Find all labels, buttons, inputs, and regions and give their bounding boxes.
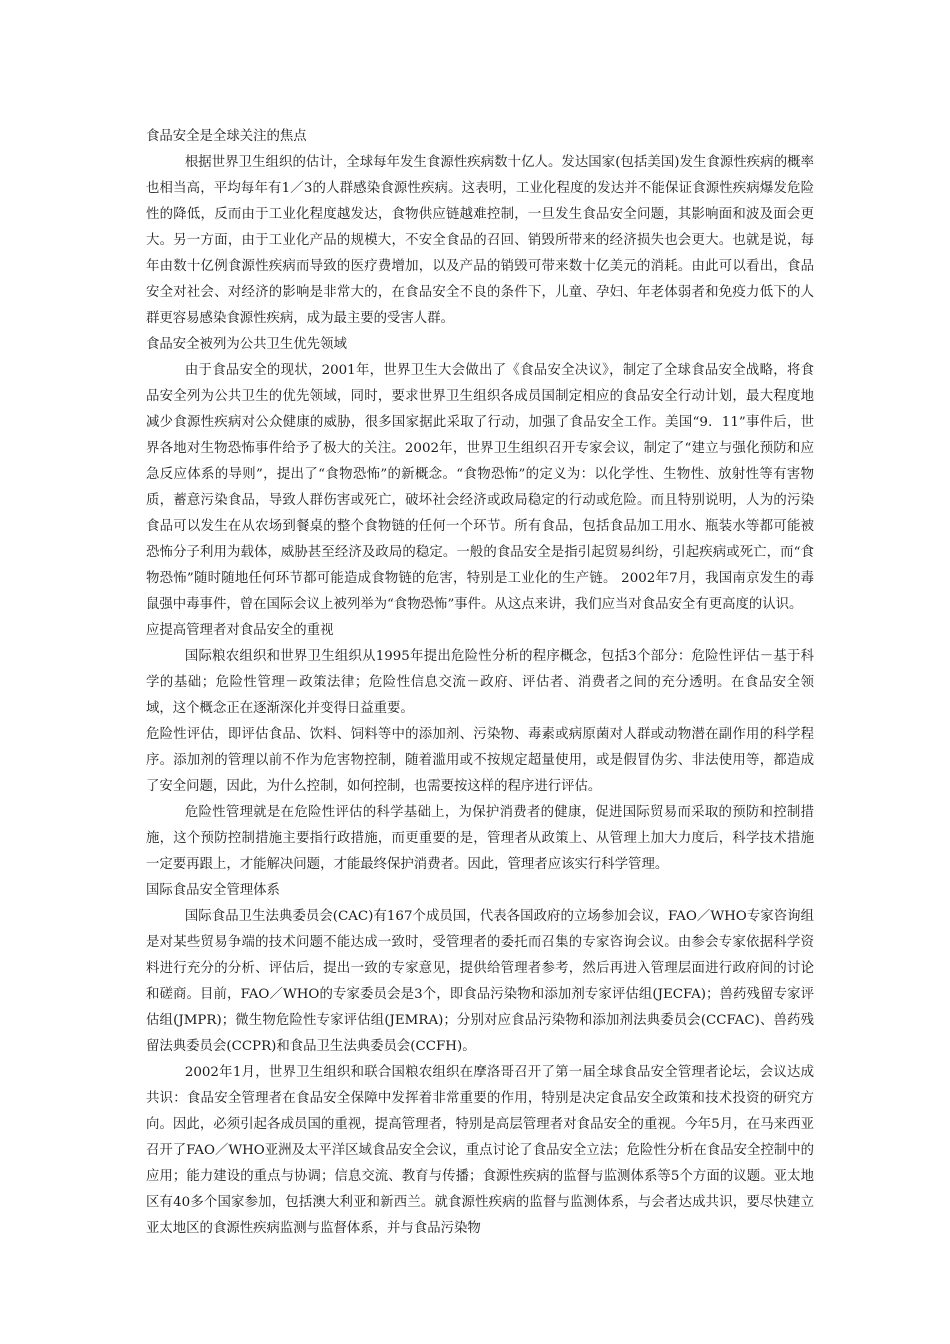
paragraph: 2002年1月，世界卫生组织和联合国粮农组织在摩洛哥召开了第一届全球食品安全管理者论坛，会议达成共识：食品安全管理者在食品安全保障中发挥着非常重要的作用，特别是决定食品安全政策和技术投资的研究方向。因此，必须引起各成员国的重视，提高管理者，特别是高层管理者对食品安全的重视。今年5月，在马来西亚召开了FAO／WHO亚洲及太平洋区域食品安全会议，重点讨论了食品安全立法；危险性分析在食品安全控制中的应用；能力建设的重点与协调；信息交流、教育与传播；食源性疾病的监督与监测体系等5个方面的议题。亚太地区有40多个国家参加，包括澳大利亚和新西兰。就食源性疾病的监督与监测体系，与会者达成共识，要尽快建立亚太地区的食源性疾病监测与监督体系，并与食品污染物 bbox=[146, 1065, 814, 1236]
document-body bbox=[146, 124, 814, 1242]
section-heading: 国际食品安全管理体系 bbox=[146, 883, 280, 898]
paragraph: 危险性管理就是在危险性评估的科学基础上，为保护消费者的健康，促进国际贸易而采取的预防和控制措施，这个预防控制措施主要指行政措施，而更重要的是，管理者从政策上、从管理上加大力度后，科学技术措施一定要再跟上，才能解决问题，才能最终保护消费者。因此，管理者应该实行科学管理。 bbox=[146, 805, 814, 872]
section-heading: 应提高管理者对食品安全的重视 bbox=[146, 623, 334, 638]
paragraph: 国际粮农组织和世界卫生组织从1995年提出危险性分析的程序概念，包括3个部分：危险性评估－基于科学的基础；危险性管理－政策法律；危险性信息交流－政府、评估者、消费者之间的充分透明。在食品安全领域，这个概念正在逐渐深化并变得日益重要。 bbox=[146, 649, 814, 716]
section-global-focus bbox=[146, 124, 814, 332]
section-heading: 食品安全被列为公共卫生优先领域 bbox=[146, 337, 347, 352]
section-heading: 食品安全是全球关注的焦点 bbox=[146, 129, 307, 144]
section-manager-attention bbox=[146, 618, 814, 878]
paragraph: 危险性评估，即评估食品、饮料、饲料等中的添加剂、污染物、毒素或病原菌对人群或动物潜在副作用的科学程序。添加剂的管理以前不作为危害物控制，随着滥用或不按规定超量使用，或是假冒伪劣、非法使用等，都造成了安全问题，因此，为什么控制，如何控制，也需要按这样的程序进行评估。 bbox=[146, 727, 814, 794]
paragraph: 由于食品安全的现状，2001年，世界卫生大会做出了《食品安全决议》，制定了全球食品安全战略，将食品安全列为公共卫生的优先领域，同时，要求世界卫生组织各成员国制定相应的食品安全行动计划，最大程度地减少食源性疾病对公众健康的威胁，很多国家据此采取了行动，加强了食品安全工作。美国“9．11”事件后，世界各地对生物恐怖事件给予了极大的关注。2002年，世界卫生组织召开专家会议，制定了“建立与强化预防和应急反应体系的导则”，提出了“食物恐怖”的新概念。“食物恐怖”的定义为：以化学性、生物性、放射性等有害物质，蓄意污染食品，导致人群伤害或死亡，破坏社会经济或政局稳定的行动或危险。而且特别说明，人为的污染食品可以发生在从农场到餐桌的整个食物链的任何一个环节。所有食品，包括食品加工用水、瓶装水等都可能被恐怖分子利用为载体，威胁甚至经济及政局的稳定。一般的食品安全是指引起贸易纠纷，引起疾病或死亡，而“食物恐怖”随时随地任何环节都可能造成食物链的危害，特别是工业化的生产链。 2002年7月，我国南京发生的毒鼠强中毒事件，曾在国际会议上被列举为“食物恐怖”事件。从这点来讲，我们应当对食品安全有更高度的认识。 bbox=[146, 363, 814, 612]
paragraph: 根据世界卫生组织的估计，全球每年发生食源性疾病数十亿人。发达国家(包括美国)发生食源性疾病的概率也相当高，平均每年有1／3的人群感染食源性疾病。这表明，工业化程度的发达并不能保证食源性疾病爆发危险性的降低，反而由于工业化程度越发达，食物供应链越难控制，一旦发生食品安全问题，其影响面和波及面会更大。另一方面，由于工业化产品的规模大，不安全食品的召回、销毁所带来的经济损失也会更大。也就是说，每年由数十亿例食源性疾病而导致的医疗费增加，以及产品的销毁可带来数十亿美元的消耗。由此可以看出，食品安全对社会、对经济的影响是非常大的，在食品安全不良的条件下，儿童、孕妇、年老体弱者和免疫力低下的人群更容易感染食源性疾病，成为最主要的受害人群。 bbox=[146, 155, 814, 326]
section-international-system bbox=[146, 878, 814, 1242]
paragraph: 国际食品卫生法典委员会(CAC)有167个成员国，代表各国政府的立场参加会议，FAO／WHO专家咨询组是对某些贸易争端的技术问题不能达成一致时，受管理者的委托而召集的专家咨询会议。由参会专家依据科学资料进行充分的分析、评估后，提出一致的专家意见，提供给管理者参考，然后再进入管理层面进行政府间的讨论和磋商。目前，FAO／WHO的专家委员会是3个，即食品污染物和添加剂专家评估组(JECFA)；兽药残留专家评估组(JMPR)；微生物危险性专家评估组(JEMRA)；分别对应食品污染物和添加剂法典委员会(CCFAC)、兽药残留法典委员会(CCPR)和食品卫生法典委员会(CCFH)。 bbox=[146, 909, 814, 1054]
section-public-health-priority bbox=[146, 332, 814, 618]
